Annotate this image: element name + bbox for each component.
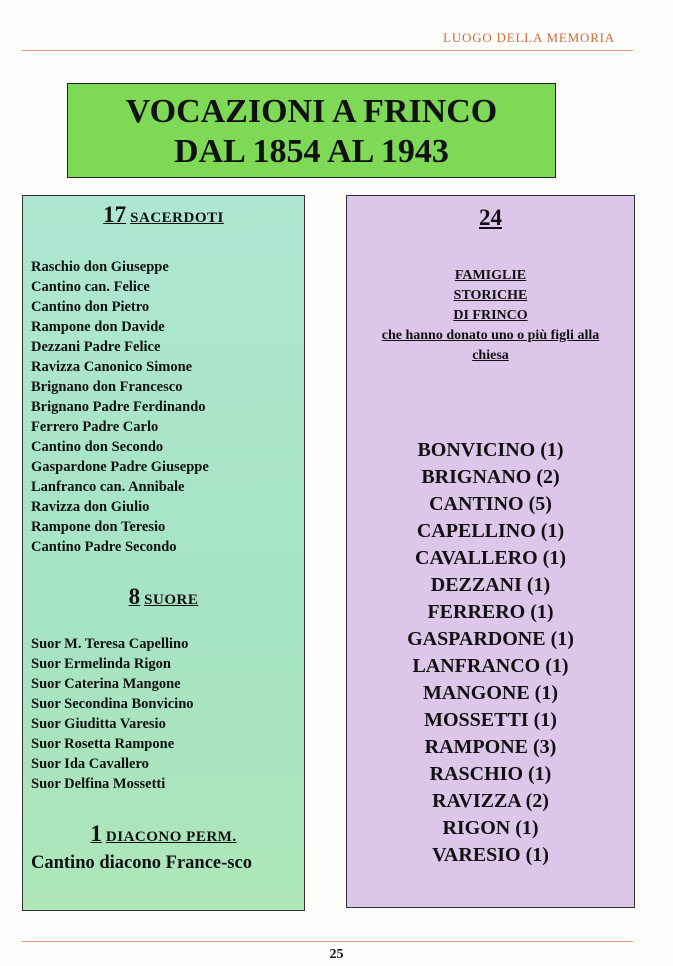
family-entry: FERRERO (1) — [427, 601, 554, 623]
nun-name: Suor Delfina Mossetti — [31, 776, 166, 792]
nun-name: Suor Ermelinda Rigon — [31, 656, 171, 672]
priest-name: Rampone don Teresio — [31, 519, 166, 535]
families-list — [347, 437, 634, 869]
families-heading-line: STORICHE — [453, 288, 528, 303]
family-entry: CANTINO (5) — [429, 493, 552, 515]
title-line-2: DAL 1854 AL 1943 — [174, 133, 449, 170]
nuns-heading — [23, 584, 304, 610]
priest-name: Rampone don Davide — [31, 319, 165, 335]
priest-name: Cantino don Pietro — [31, 299, 150, 315]
footer-rule — [22, 941, 633, 942]
deacon-name: Cantino diacono France-sco — [31, 853, 252, 873]
nuns-label: SUORE — [144, 592, 199, 608]
priest-name: Cantino can. Felice — [31, 279, 150, 295]
nun-name: Suor Ida Cavallero — [31, 756, 149, 772]
priest-name: Ravizza don Giulio — [31, 499, 150, 515]
family-entry: BONVICINO (1) — [417, 439, 564, 461]
priests-heading — [23, 202, 304, 228]
deacon-count: 1 — [90, 821, 102, 846]
priest-name: Dezzani Padre Felice — [31, 339, 161, 355]
family-entry: RAMPONE (3) — [424, 736, 557, 758]
family-entry: GASPARDONE (1) — [407, 628, 574, 650]
family-entry: VARESIO (1) — [432, 844, 549, 866]
family-entry: DEZZANI (1) — [430, 574, 551, 596]
header-rule — [22, 50, 633, 51]
deacon-label: DIACONO PERM. — [105, 829, 237, 845]
priest-name: Ferrero Padre Carlo — [31, 419, 159, 435]
families-heading — [347, 266, 634, 366]
nuns-count: 8 — [128, 584, 141, 609]
priest-name: Cantino Padre Secondo — [31, 539, 177, 555]
priest-name: Gaspardone Padre Giuseppe — [31, 459, 209, 475]
families-count: 24 — [479, 205, 502, 230]
priest-name: Ravizza Canonico Simone — [31, 359, 193, 375]
running-head: LUOGO DELLA MEMORIA — [443, 30, 615, 45]
priests-count: 17 — [103, 202, 127, 227]
deacon-heading — [23, 821, 304, 847]
family-entry: CAPELLINO (1) — [416, 520, 565, 542]
priest-name: Brignano don Francesco — [31, 379, 183, 395]
nun-name: Suor Giuditta Varesio — [31, 716, 166, 732]
title-banner — [67, 83, 556, 178]
families-heading-line: che hanno donato uno o più figli alla — [381, 328, 600, 343]
priest-name: Lanfranco can. Annibale — [31, 479, 185, 495]
families-panel — [346, 195, 635, 908]
nun-name: Suor Caterina Mangone — [31, 676, 181, 692]
nun-name: Suor M. Teresa Capellino — [31, 636, 189, 652]
family-entry: LANFRANCO (1) — [412, 655, 569, 677]
families-heading-line: FAMIGLIE — [454, 268, 527, 283]
page-number: 25 — [329, 947, 344, 962]
family-entry: RASCHIO (1) — [429, 763, 552, 785]
nuns-list — [31, 634, 194, 794]
vocations-panel — [22, 195, 305, 911]
title-line-1: VOCAZIONI A FRINCO — [125, 93, 498, 130]
priest-name: Cantino don Secondo — [31, 439, 164, 455]
priests-list — [31, 257, 209, 557]
priest-name: Raschio don Giuseppe — [31, 259, 169, 275]
family-entry: RAVIZZA (2) — [432, 790, 549, 812]
family-entry: CAVALLERO (1) — [415, 547, 566, 569]
family-entry: RIGON (1) — [442, 817, 539, 839]
families-heading-line: chiesa — [472, 348, 509, 363]
nun-name: Suor Secondina Bonvicino — [31, 696, 194, 712]
families-heading-line: DI FRINCO — [453, 308, 528, 323]
family-entry: BRIGNANO (2) — [421, 466, 560, 488]
family-entry: MANGONE (1) — [423, 682, 558, 704]
priest-name: Brignano Padre Ferdinando — [31, 399, 206, 415]
nun-name: Suor Rosetta Rampone — [31, 736, 175, 752]
family-entry: MOSSETTI (1) — [424, 709, 557, 731]
priests-label: SACERDOTI — [130, 210, 224, 226]
